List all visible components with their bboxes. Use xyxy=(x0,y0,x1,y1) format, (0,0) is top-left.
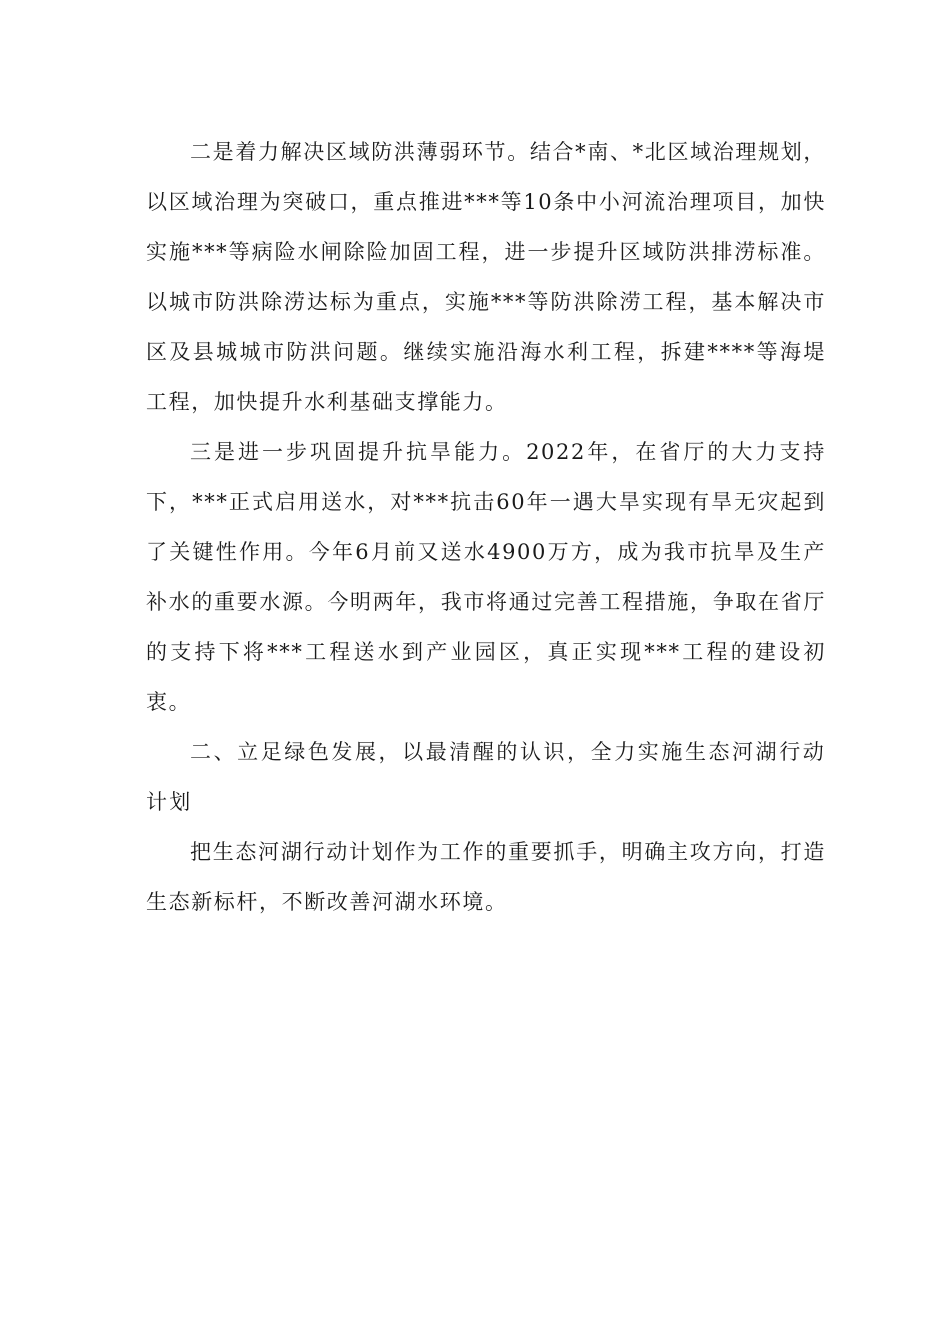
document-body xyxy=(146,127,826,927)
paragraph-drought-resistance: 三是进一步巩固提升抗旱能力。2022年，在省厅的大力支持下，***正式启用送水，对***抗击60年一遇大旱实现有旱无灾起到了关键性作用。今年6月前又送水4900万方，成为我市抗旱及生产补水的重要水源。今明两年，我市将通过完善工程措施，争取在省厅的支持下将***工程送水到产业园区，真正实现***工程的建设初衷。 xyxy=(146,440,826,714)
section-heading-ecological: 二、立足绿色发展，以最清醒的认识，全力实施生态河湖行动计划 xyxy=(146,740,826,814)
paragraph-flood-control: 二是着力解决区域防洪薄弱环节。结合*南、*北区域治理规划，以区域治理为突破口，重点推进***等10条中小河流治理项目，加快实施***等病险水闸除险加固工程，进一步提升区域防洪排涝标准。以城市防洪除涝达标为重点，实施***等防洪除涝工程，基本解决市区及县城城市防洪问题。继续实施沿海水利工程，拆建****等海堤工程，加快提升水利基础支撑能力。 xyxy=(146,140,826,414)
paragraph-ecological-plan: 把生态河湖行动计划作为工作的重要抓手，明确主攻方向，打造生态新标杆，不断改善河湖水环境。 xyxy=(146,840,826,914)
